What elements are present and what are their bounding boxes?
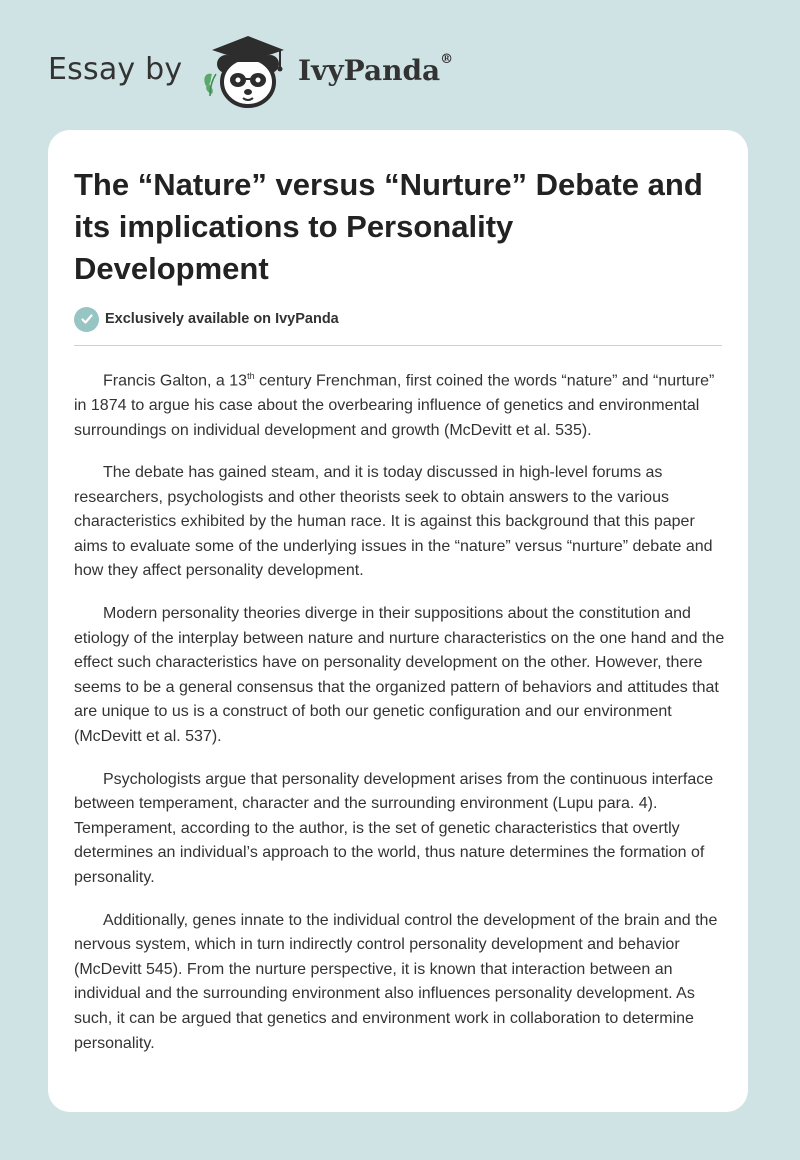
site-header — [48, 34, 752, 114]
brand-name-text: IvyPanda — [298, 54, 441, 87]
brand-prefix: Essay by — [48, 52, 183, 87]
exclusive-badge — [74, 306, 339, 332]
paragraph: Psychologists argue that personality development arises from the continuous interface between temperament, character and the surrounding environment (Lupu para. 4). Temperament, according to the author, is the set of genetic characteristics that overtly determines an individual’s approach to the world, thus nature determines the formation of personality. — [74, 770, 714, 887]
panda-graduate-logo-icon[interactable] — [200, 34, 292, 110]
essay-body — [74, 364, 726, 1074]
essay-title: The “Nature” versus “Nurture” Debate and its implications to Personality Development — [74, 167, 703, 286]
registered-mark: ® — [440, 52, 454, 67]
paragraph-1-start: Francis Galton, a 13 — [103, 372, 248, 390]
paragraph: Modern personality theories diverge in their suppositions about the constitution and etiology of the interplay between nature and nurture characteristics on the one hand and the effect such characteristics have on personality development on the other. However, there seems to be a general consensus that the organized pattern of behaviors and attitudes that are unique to us is a construct of both our genetic configuration and our environment (McDevitt et al. 537). — [74, 605, 725, 746]
essay-card — [48, 130, 748, 1112]
brand-name[interactable] — [298, 54, 453, 87]
check-circle-icon — [74, 307, 99, 332]
paragraph-1-end: century Frenchman, first coined the words “nature” and “nurture” in 1874 to argue his case about the overbearing influence of genetics and environmental surroundings on individual development and growth (McDevitt et al. 535). — [74, 372, 715, 439]
paragraph — [74, 364, 726, 443]
paragraph: Additionally, genes innate to the individual control the development of the brain and the nervous system, which in turn indirectly control personality development and behavior (McDevitt 545). From the nurture perspective, it is known that interaction between an individual and the surrounding environment also influences personality development. As such, it can be argued that genetics and environment work in collaboration to determine personality. — [74, 911, 718, 1052]
ordinal-suffix: th — [247, 371, 255, 381]
badge-text: Exclusively available on IvyPanda — [105, 311, 339, 327]
paragraph: The debate has gained steam, and it is today discussed in high-level forums as researchers, psychologists and other theorists seek to obtain answers to the various characteristics exhibited by the human race. It is against this background that this paper aims to evaluate some of the underlying issues in the “nature” versus “nurture” debate and how they affect personality development. — [74, 464, 713, 580]
divider — [74, 345, 722, 346]
